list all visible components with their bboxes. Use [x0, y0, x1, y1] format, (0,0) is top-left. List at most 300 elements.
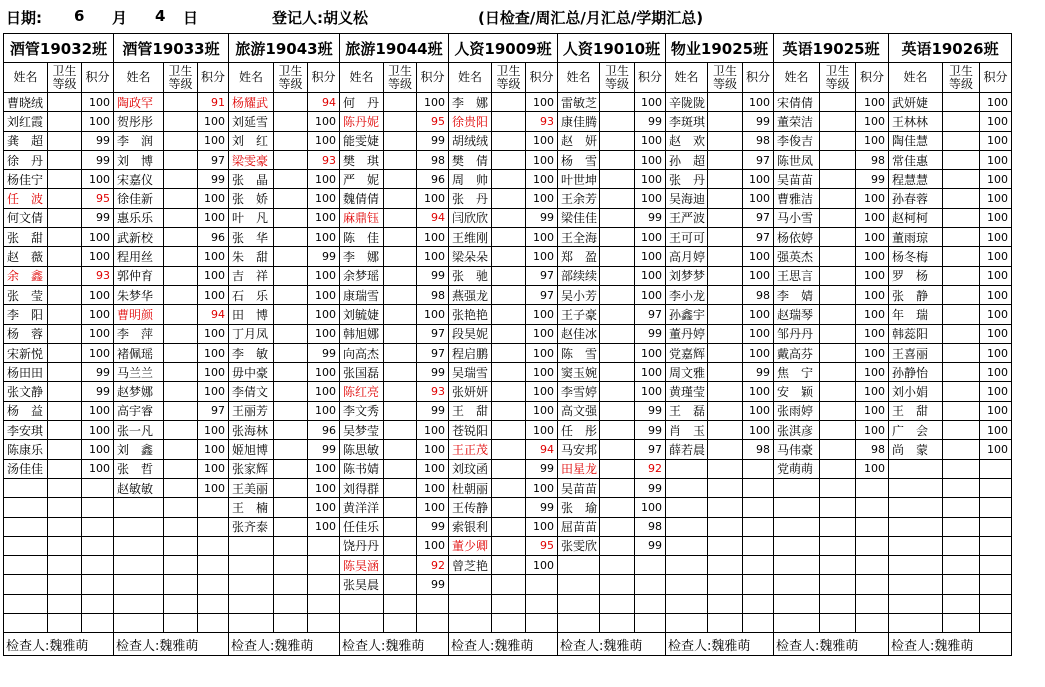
- empty-cell: [114, 614, 164, 633]
- hygiene-grade: [48, 440, 82, 459]
- hygiene-grade: [274, 285, 308, 304]
- class-title: 旅游19044班: [340, 34, 449, 63]
- empty-cell: [743, 459, 774, 478]
- student-score: 100: [417, 305, 449, 324]
- grade-header: [164, 63, 198, 93]
- empty-cell: [308, 575, 340, 594]
- empty-cell: [384, 594, 417, 613]
- hygiene-grade: [384, 150, 417, 169]
- student-score: 99: [308, 247, 340, 266]
- empty-cell: [229, 575, 274, 594]
- student-score: 100: [743, 170, 774, 189]
- empty-cell: [4, 594, 48, 613]
- score-header: 积分: [743, 63, 774, 93]
- hygiene-grade: [384, 459, 417, 478]
- hygiene-grade: [384, 363, 417, 382]
- table-row: [4, 614, 1012, 633]
- hygiene-grade: [164, 208, 198, 227]
- hygiene-grade: [943, 305, 980, 324]
- inspector-label: 检查人:魏雅萌: [114, 633, 229, 656]
- student-score: 96: [308, 421, 340, 440]
- hygiene-grade: [164, 421, 198, 440]
- empty-cell: [774, 575, 820, 594]
- student-score: 93: [417, 382, 449, 401]
- student-name: 刘玟函: [449, 459, 492, 478]
- student-name: 刘红霞: [4, 112, 48, 131]
- hygiene-grade: [708, 189, 743, 208]
- hygiene-grade: [48, 305, 82, 324]
- student-name: 赵 欢: [666, 131, 708, 150]
- grade-header-line1: 卫生: [496, 63, 521, 78]
- student-score: 100: [308, 498, 340, 517]
- student-name: 周文雅: [666, 363, 708, 382]
- student-score: 100: [635, 285, 666, 304]
- student-name: 党萌萌: [774, 459, 820, 478]
- empty-cell: [856, 478, 889, 497]
- empty-cell: [666, 459, 708, 478]
- grade-header-line1: 卫生: [168, 63, 193, 78]
- hygiene-grade: [384, 575, 417, 594]
- student-name: 惠乐乐: [114, 208, 164, 227]
- student-score: 100: [417, 228, 449, 247]
- student-score: 100: [743, 401, 774, 420]
- empty-cell: [708, 498, 743, 517]
- student-score: 100: [308, 305, 340, 324]
- hygiene-grade: [274, 459, 308, 478]
- empty-cell: [198, 594, 229, 613]
- student-score: 99: [743, 112, 774, 131]
- empty-cell: [558, 556, 600, 575]
- empty-cell: [4, 478, 48, 497]
- score-header: 积分: [980, 63, 1012, 93]
- empty-cell: [164, 536, 198, 555]
- student-name: 宋新悦: [4, 343, 48, 362]
- hygiene-grade: [274, 131, 308, 150]
- hygiene-grade: [48, 421, 82, 440]
- empty-cell: [774, 478, 820, 497]
- grade-header-line1: 卫生: [825, 63, 850, 78]
- empty-cell: [635, 575, 666, 594]
- student-score: 100: [980, 285, 1012, 304]
- hygiene-grade: [492, 536, 526, 555]
- score-header: 积分: [308, 63, 340, 93]
- hygiene-grade: [274, 247, 308, 266]
- student-score: 100: [198, 189, 229, 208]
- student-score: 99: [417, 575, 449, 594]
- hygiene-grade: [274, 401, 308, 420]
- student-name: 王 楠: [229, 498, 274, 517]
- table-row: [4, 363, 1012, 382]
- student-score: 99: [198, 170, 229, 189]
- student-score: 93: [308, 150, 340, 169]
- empty-cell: [82, 478, 114, 497]
- student-name: 朱梦华: [114, 285, 164, 304]
- empty-cell: [980, 575, 1012, 594]
- student-score: 98: [417, 285, 449, 304]
- hygiene-grade: [48, 170, 82, 189]
- empty-cell: [492, 614, 526, 633]
- student-score: 91: [198, 93, 229, 112]
- student-name: 陶佳慧: [889, 131, 943, 150]
- student-score: 96: [198, 228, 229, 247]
- student-name: 党嘉辉: [666, 343, 708, 362]
- hygiene-grade: [600, 324, 635, 343]
- hygiene-grade: [943, 228, 980, 247]
- student-name: 张 静: [889, 285, 943, 304]
- student-score: 97: [743, 208, 774, 227]
- empty-cell: [943, 517, 980, 536]
- empty-cell: [340, 614, 384, 633]
- student-score: 100: [856, 208, 889, 227]
- student-name: 董雨琼: [889, 228, 943, 247]
- hygiene-grade: [600, 285, 635, 304]
- empty-cell: [82, 536, 114, 555]
- student-name: 张一凡: [114, 421, 164, 440]
- empty-cell: [274, 536, 308, 555]
- student-score: 100: [308, 459, 340, 478]
- student-name: 王传静: [449, 498, 492, 517]
- student-score: 100: [635, 189, 666, 208]
- empty-cell: [856, 536, 889, 555]
- student-score: 99: [82, 363, 114, 382]
- empty-cell: [48, 575, 82, 594]
- empty-cell: [820, 614, 856, 633]
- student-name: 曾芝艳: [449, 556, 492, 575]
- empty-cell: [774, 517, 820, 536]
- student-name: 邹丹丹: [774, 324, 820, 343]
- empty-cell: [384, 614, 417, 633]
- hygiene-grade: [820, 343, 856, 362]
- hygiene-grade: [164, 305, 198, 324]
- student-score: 100: [980, 401, 1012, 420]
- student-score: 100: [82, 421, 114, 440]
- hygiene-grade: [708, 324, 743, 343]
- empty-cell: [820, 556, 856, 575]
- empty-cell: [666, 556, 708, 575]
- empty-cell: [889, 459, 943, 478]
- hygiene-grade: [820, 459, 856, 478]
- hygiene-grade: [600, 343, 635, 362]
- empty-cell: [666, 536, 708, 555]
- hygiene-grade: [708, 421, 743, 440]
- hygiene-grade: [48, 266, 82, 285]
- student-name: 何 丹: [340, 93, 384, 112]
- student-score: 100: [526, 170, 558, 189]
- student-name: 赵佳冰: [558, 324, 600, 343]
- empty-cell: [774, 594, 820, 613]
- hygiene-grade: [708, 131, 743, 150]
- empty-cell: [198, 517, 229, 536]
- student-name: 屈苗苗: [558, 517, 600, 536]
- empty-cell: [856, 556, 889, 575]
- hygiene-grade: [48, 285, 82, 304]
- hygiene-grade: [274, 324, 308, 343]
- student-score: 100: [980, 208, 1012, 227]
- student-name: 王子豪: [558, 305, 600, 324]
- student-score: 100: [856, 382, 889, 401]
- student-score: 100: [980, 363, 1012, 382]
- student-score: 100: [82, 247, 114, 266]
- student-name: 赵柯柯: [889, 208, 943, 227]
- name-header: 姓名: [449, 63, 492, 93]
- student-name: 张淇彦: [774, 421, 820, 440]
- empty-cell: [856, 517, 889, 536]
- student-name: 陈世凤: [774, 150, 820, 169]
- empty-cell: [4, 498, 48, 517]
- table-row: [4, 285, 1012, 304]
- empty-cell: [666, 575, 708, 594]
- student-name: 李 婧: [774, 285, 820, 304]
- hygiene-grade: [274, 363, 308, 382]
- hygiene-grade: [164, 343, 198, 362]
- empty-cell: [856, 594, 889, 613]
- student-score: 97: [417, 324, 449, 343]
- hygiene-grade: [943, 93, 980, 112]
- student-score: 99: [635, 536, 666, 555]
- grade-header: [708, 63, 743, 93]
- student-name: 王思言: [774, 266, 820, 285]
- hygiene-grade: [164, 478, 198, 497]
- student-name: 戴高芬: [774, 343, 820, 362]
- sheet-header: [0, 0, 1045, 33]
- hygiene-grade: [820, 401, 856, 420]
- empty-cell: [308, 556, 340, 575]
- empty-cell: [820, 575, 856, 594]
- empty-cell: [600, 594, 635, 613]
- student-name: 刘 博: [114, 150, 164, 169]
- empty-cell: [774, 536, 820, 555]
- student-name: 余梦瑶: [340, 266, 384, 285]
- hygiene-grade: [48, 401, 82, 420]
- student-name: 高文强: [558, 401, 600, 420]
- student-name: 王全海: [558, 228, 600, 247]
- student-score: 99: [743, 363, 774, 382]
- student-name: 刘得群: [340, 478, 384, 497]
- student-score: 100: [980, 228, 1012, 247]
- student-score: 100: [526, 93, 558, 112]
- student-score: 100: [980, 382, 1012, 401]
- name-header: 姓名: [340, 63, 384, 93]
- student-name: 王维刚: [449, 228, 492, 247]
- student-score: 100: [308, 363, 340, 382]
- inspector-label: 检查人:魏雅萌: [889, 633, 1012, 656]
- student-score: 100: [856, 228, 889, 247]
- student-name: 李文秀: [340, 401, 384, 420]
- student-name: 郭仲育: [114, 266, 164, 285]
- empty-cell: [308, 614, 340, 633]
- hygiene-grade: [384, 536, 417, 555]
- hygiene-grade: [600, 131, 635, 150]
- hygiene-grade: [820, 170, 856, 189]
- student-name: 广 会: [889, 421, 943, 440]
- empty-cell: [943, 459, 980, 478]
- empty-cell: [666, 594, 708, 613]
- student-score: 100: [856, 421, 889, 440]
- column-header-row: [4, 63, 1012, 93]
- student-score: 100: [198, 112, 229, 131]
- student-name: 梁佳佳: [558, 208, 600, 227]
- empty-cell: [980, 594, 1012, 613]
- empty-cell: [743, 536, 774, 555]
- student-name: 王 甜: [889, 401, 943, 420]
- student-score: 100: [82, 228, 114, 247]
- hygiene-grade: [492, 440, 526, 459]
- student-name: 陈丹妮: [340, 112, 384, 131]
- student-name: 黄洋洋: [340, 498, 384, 517]
- table-row: [4, 459, 1012, 478]
- student-name: 石 乐: [229, 285, 274, 304]
- empty-cell: [743, 594, 774, 613]
- hygiene-grade: [164, 93, 198, 112]
- hygiene-grade: [708, 150, 743, 169]
- grade-header-line1: 卫生: [605, 63, 630, 78]
- student-name: 马安邦: [558, 440, 600, 459]
- student-score: 100: [743, 247, 774, 266]
- student-name: 任 彤: [558, 421, 600, 440]
- empty-cell: [274, 575, 308, 594]
- hygiene-grade: [492, 131, 526, 150]
- hygiene-grade: [820, 305, 856, 324]
- student-score: 98: [743, 285, 774, 304]
- empty-cell: [48, 536, 82, 555]
- student-name: 赵 薇: [4, 247, 48, 266]
- hygiene-grade: [384, 189, 417, 208]
- empty-cell: [743, 517, 774, 536]
- student-name: 赵敏敏: [114, 478, 164, 497]
- hygiene-grade: [492, 498, 526, 517]
- hygiene-grade: [492, 285, 526, 304]
- student-name: 张家辉: [229, 459, 274, 478]
- student-score: 100: [417, 189, 449, 208]
- student-score: 100: [82, 285, 114, 304]
- hygiene-grade: [492, 382, 526, 401]
- student-name: 高月婷: [666, 247, 708, 266]
- student-score: 95: [82, 189, 114, 208]
- hygiene-grade: [164, 382, 198, 401]
- empty-cell: [774, 556, 820, 575]
- hygiene-grade: [600, 266, 635, 285]
- student-score: 100: [82, 170, 114, 189]
- student-name: 窦玉婉: [558, 363, 600, 382]
- student-name: 闫欣欣: [449, 208, 492, 227]
- student-name: 马伟豪: [774, 440, 820, 459]
- student-score: 100: [526, 363, 558, 382]
- empty-cell: [943, 575, 980, 594]
- hygiene-grade: [600, 170, 635, 189]
- hygiene-grade: [600, 247, 635, 266]
- student-name: 宋嘉仪: [114, 170, 164, 189]
- table-row: [4, 131, 1012, 150]
- student-score: 100: [308, 131, 340, 150]
- student-name: 李 萍: [114, 324, 164, 343]
- student-score: 100: [635, 170, 666, 189]
- student-name: 毋中豪: [229, 363, 274, 382]
- empty-cell: [820, 536, 856, 555]
- hygiene-grade: [384, 112, 417, 131]
- student-name: 丁月凤: [229, 324, 274, 343]
- day-value: 4: [155, 7, 166, 25]
- student-name: 年 瑞: [889, 305, 943, 324]
- grade-header-line2: 等级: [825, 76, 850, 91]
- student-score: 100: [635, 343, 666, 362]
- student-score: 100: [856, 93, 889, 112]
- hygiene-grade: [48, 247, 82, 266]
- student-score: 100: [198, 363, 229, 382]
- hygiene-grade: [492, 228, 526, 247]
- score-header: 积分: [856, 63, 889, 93]
- student-name: 苍锐阳: [449, 421, 492, 440]
- student-score: 100: [308, 324, 340, 343]
- hygiene-grade: [708, 343, 743, 362]
- student-score: 100: [856, 324, 889, 343]
- empty-cell: [943, 498, 980, 517]
- hygiene-grade: [274, 517, 308, 536]
- empty-cell: [82, 614, 114, 633]
- hygiene-grade: [164, 131, 198, 150]
- student-name: 吴苗苗: [774, 170, 820, 189]
- student-score: 100: [526, 401, 558, 420]
- empty-cell: [229, 614, 274, 633]
- student-score: 100: [856, 266, 889, 285]
- empty-cell: [4, 614, 48, 633]
- student-name: 吴小芳: [558, 285, 600, 304]
- student-score: 100: [198, 285, 229, 304]
- empty-cell: [820, 478, 856, 497]
- empty-cell: [229, 594, 274, 613]
- score-header: 积分: [198, 63, 229, 93]
- hygiene-grade: [820, 93, 856, 112]
- score-table: [3, 33, 1012, 656]
- hygiene-grade: [164, 150, 198, 169]
- student-name: 余 鑫: [4, 266, 48, 285]
- empty-cell: [48, 614, 82, 633]
- student-name: 刘小娟: [889, 382, 943, 401]
- table-row: [4, 556, 1012, 575]
- grade-header-line2: 等级: [605, 76, 630, 91]
- student-name: 陈思敏: [340, 440, 384, 459]
- student-name: 部续续: [558, 266, 600, 285]
- empty-cell: [229, 556, 274, 575]
- hygiene-grade: [384, 285, 417, 304]
- hygiene-grade: [48, 382, 82, 401]
- student-name: 孙 超: [666, 150, 708, 169]
- student-name: 康佳腾: [558, 112, 600, 131]
- student-score: 99: [635, 478, 666, 497]
- hygiene-grade: [48, 324, 82, 343]
- empty-cell: [114, 556, 164, 575]
- name-header: 姓名: [889, 63, 943, 93]
- table-row: [4, 150, 1012, 169]
- hygiene-grade: [384, 343, 417, 362]
- student-name: 饶丹丹: [340, 536, 384, 555]
- hygiene-grade: [384, 170, 417, 189]
- hygiene-grade: [384, 228, 417, 247]
- hygiene-grade: [164, 285, 198, 304]
- student-name: 王丽芳: [229, 401, 274, 420]
- empty-cell: [889, 575, 943, 594]
- empty-cell: [635, 594, 666, 613]
- hygiene-grade: [943, 189, 980, 208]
- empty-cell: [164, 614, 198, 633]
- student-name: 麻鼎钰: [340, 208, 384, 227]
- hygiene-grade: [820, 266, 856, 285]
- empty-cell: [708, 594, 743, 613]
- student-name: 张 驰: [449, 266, 492, 285]
- hygiene-grade: [600, 401, 635, 420]
- empty-cell: [889, 594, 943, 613]
- empty-cell: [274, 614, 308, 633]
- student-score: 100: [82, 440, 114, 459]
